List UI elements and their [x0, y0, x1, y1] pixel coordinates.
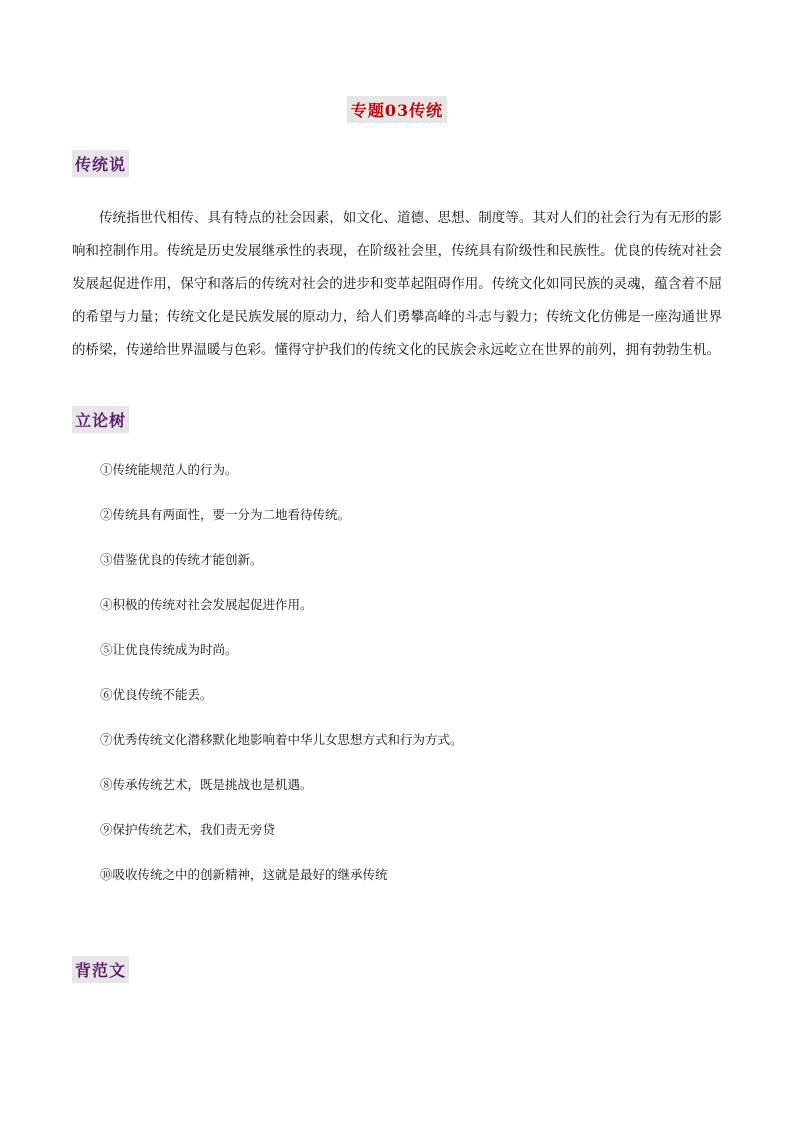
argument-point: ⑤让优良传统成为时尚。: [100, 642, 238, 657]
argument-point: ⑧传承传统艺术，既是挑战也是机遇。: [100, 777, 313, 792]
argument-point: ②传统具有两面性，要一分为二地看待传统。: [100, 507, 351, 522]
document-title-text: 专题03传统: [347, 96, 447, 123]
intro-paragraph: 传统指世代相传、具有特点的社会因素，如文化、道德、思想、制度等。其对人们的社会行为有无形的影响和控制作用。传统是历史发展继承性的表现，在阶级社会里，传统具有阶级性和民族性。优良的传统对社会发展起促进作用，保守和落后的传统对社会的进步和变革起阻碍作用。传统文化如同民族的灵魂，蕴含着不屈的希望与力量；传统文化是民族发展的原动力，给人们勇攀高峰的斗志与毅力；传统文化仿佛是一座沟通世界的桥梁，传递给世界温暖与色彩。懂得守护我们的传统文化的民族会永远屹立在世界的前列，拥有勃勃生机。: [72, 210, 722, 358]
section-heading-lilunshu: 立论树: [72, 406, 129, 433]
intro-section: [72, 202, 722, 367]
argument-point: ⑩吸收传统之中的创新精神，这就是最好的继承传统: [100, 867, 388, 882]
argument-point: ⑥优良传统不能丢。: [100, 687, 213, 702]
argument-point: ⑦优秀传统文化潜移默化地影响着中华儿女思想方式和行为方式。: [100, 732, 463, 747]
argument-point: ⑨保护传统艺术，我们责无旁贷: [100, 822, 276, 837]
section-heading-beifanwen: 背范文: [72, 956, 129, 983]
document-title: [0, 96, 794, 123]
section-heading-chuantongshuo: 传统说: [72, 150, 129, 177]
argument-point: ①传统能规范人的行为。: [100, 462, 238, 477]
argument-point: ③借鉴优良的传统才能创新。: [100, 552, 263, 567]
argument-point: ④积极的传统对社会发展起促进作用。: [100, 597, 313, 612]
argument-point-list: [100, 458, 463, 908]
